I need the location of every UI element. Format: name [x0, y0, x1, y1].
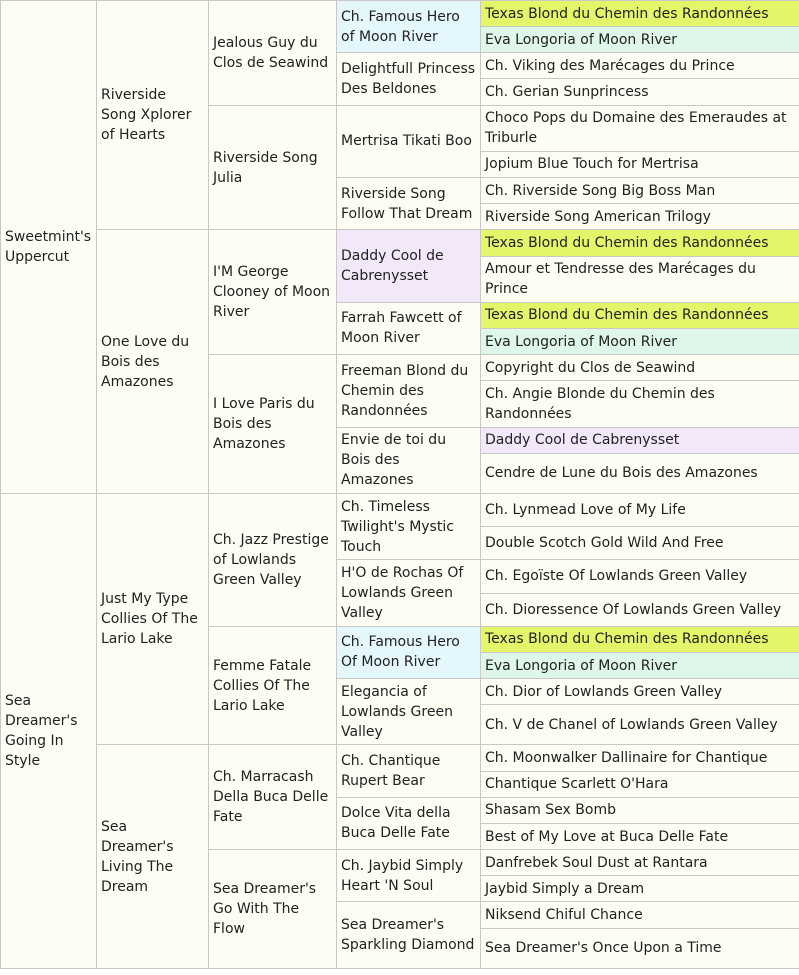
gen5-ancestor: Ch. Gerian Sunprincess: [481, 79, 799, 105]
gen5-ancestor: Eva Longoria of Moon River: [481, 27, 799, 53]
gen2-ancestor: Riverside Song Xplorer of Hearts: [97, 1, 209, 230]
gen5-ancestor: Ch. Dior of Lowlands Green Valley: [481, 679, 799, 705]
gen5-ancestor: Copyright du Clos de Seawind: [481, 355, 799, 381]
gen5-ancestor: Choco Pops du Domaine des Emeraudes at Triburle: [481, 105, 799, 151]
gen3-ancestor: I Love Paris du Bois des Amazones: [209, 355, 337, 494]
gen5-ancestor: Jopium Blue Touch for Mertrisa: [481, 151, 799, 177]
gen5-ancestor: Riverside Song American Trilogy: [481, 204, 799, 230]
gen4-ancestor: Ch. Chantique Rupert Bear: [337, 745, 481, 797]
gen5-ancestor: Ch. Moonwalker Dallinaire for Chantique: [481, 745, 799, 771]
gen3-ancestor: Jealous Guy du Clos de Seawind: [209, 1, 337, 106]
gen5-ancestor: Shasam Sex Bomb: [481, 797, 799, 823]
gen4-ancestor: Delightfull Princess Des Beldones: [337, 53, 481, 105]
gen5-ancestor: Jaybid Simply a Dream: [481, 876, 799, 902]
gen1-dam: Sea Dreamer's Going In Style: [1, 493, 97, 968]
gen3-ancestor: Ch. Jazz Prestige of Lowlands Green Valley: [209, 493, 337, 626]
gen5-ancestor: Ch. Angie Blonde du Chemin des Randonnées: [481, 381, 799, 427]
gen4-ancestor: Ch. Famous Hero of Moon River: [337, 1, 481, 53]
gen5-ancestor: Amour et Tendresse des Marécages du Prince: [481, 256, 799, 302]
gen5-ancestor: Ch. V de Chanel of Lowlands Green Valley: [481, 705, 799, 745]
gen2-ancestor: One Love du Bois des Amazones: [97, 230, 209, 494]
gen2-ancestor: Sea Dreamer's Living The Dream: [97, 745, 209, 969]
gen4-ancestor: Farrah Fawcett of Moon River: [337, 302, 481, 354]
gen5-ancestor: Best of My Love at Buca Delle Fate: [481, 823, 799, 849]
gen5-ancestor: Double Scotch Gold Wild And Free: [481, 527, 799, 560]
gen4-ancestor: Daddy Cool de Cabrenysset: [337, 230, 481, 302]
gen3-ancestor: I'M George Clooney of Moon River: [209, 230, 337, 355]
gen5-ancestor: Cendre de Lune du Bois des Amazones: [481, 453, 799, 493]
gen5-ancestor: Ch. Egoïste Of Lowlands Green Valley: [481, 560, 799, 593]
gen3-ancestor: Riverside Song Julia: [209, 105, 337, 230]
gen4-ancestor: Riverside Song Follow That Dream: [337, 178, 481, 230]
gen5-ancestor: Texas Blond du Chemin des Randonnées: [481, 1, 799, 27]
gen5-ancestor: Texas Blond du Chemin des Randonnées: [481, 230, 799, 256]
gen4-ancestor: Envie de toi du Bois des Amazones: [337, 427, 481, 493]
gen5-ancestor: Ch. Viking des Marécages du Prince: [481, 53, 799, 79]
gen4-ancestor: H'O de Rochas Of Lowlands Green Valley: [337, 560, 481, 626]
gen4-ancestor: Ch. Famous Hero Of Moon River: [337, 626, 481, 678]
gen3-ancestor: Sea Dreamer's Go With The Flow: [209, 850, 337, 969]
gen4-ancestor: Dolce Vita della Buca Delle Fate: [337, 797, 481, 849]
gen5-ancestor: Ch. Lynmead Love of My Life: [481, 493, 799, 526]
gen3-ancestor: Ch. Marracash Della Buca Delle Fate: [209, 745, 337, 850]
gen5-ancestor: Niksend Chiful Chance: [481, 902, 799, 928]
gen2-ancestor: Just My Type Collies Of The Lario Lake: [97, 493, 209, 745]
gen4-ancestor: Freeman Blond du Chemin des Randonnées: [337, 355, 481, 427]
gen5-ancestor: Ch. Dioressence Of Lowlands Green Valley: [481, 593, 799, 626]
gen5-ancestor: Ch. Riverside Song Big Boss Man: [481, 178, 799, 204]
gen4-ancestor: Elegancia of Lowlands Green Valley: [337, 679, 481, 745]
gen4-ancestor: Ch. Timeless Twilight's Mystic Touch: [337, 493, 481, 559]
gen5-ancestor: Eva Longoria of Moon River: [481, 652, 799, 678]
gen4-ancestor: Mertrisa Tikati Boo: [337, 105, 481, 177]
gen5-ancestor: Sea Dreamer's Once Upon a Time: [481, 928, 799, 968]
gen5-ancestor: Daddy Cool de Cabrenysset: [481, 427, 799, 453]
gen5-ancestor: Texas Blond du Chemin des Randonnées: [481, 626, 799, 652]
gen5-ancestor: Texas Blond du Chemin des Randonnées: [481, 302, 799, 328]
gen5-ancestor: Eva Longoria of Moon River: [481, 328, 799, 354]
gen5-ancestor: Danfrebek Soul Dust at Rantara: [481, 850, 799, 876]
gen3-ancestor: Femme Fatale Collies Of The Lario Lake: [209, 626, 337, 745]
gen1-sire: Sweetmint's Uppercut: [1, 1, 97, 494]
gen4-ancestor: Ch. Jaybid Simply Heart 'N Soul: [337, 850, 481, 902]
gen4-ancestor: Sea Dreamer's Sparkling Diamond: [337, 902, 481, 969]
gen5-ancestor: Chantique Scarlett O'Hara: [481, 771, 799, 797]
